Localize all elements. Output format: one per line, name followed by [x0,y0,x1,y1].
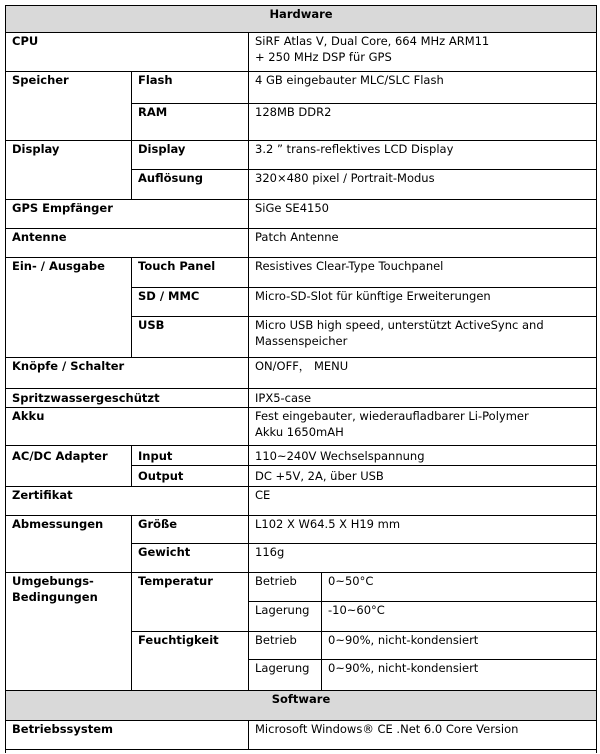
groesse-label: Größe [132,516,249,544]
temperatur-betrieb-value: 0~50°C [322,573,597,602]
touch-label: Touch Panel [132,258,249,288]
input-value: 110~240V Wechselspannung [249,446,597,466]
spec-sheet [5,5,598,753]
akku-value-line2: Akku 1650mAH [255,425,344,439]
temperatur-betrieb-label: Betrieb [249,573,322,602]
temperatur-lagerung-value: -10~60°C [322,602,597,632]
akku-value-line1: Fest eingebauter, wiederaufladbarer Li-Polymer [255,409,529,423]
temperatur-label: Temperatur [132,573,249,632]
akku-value [249,408,597,446]
speicher-label: Speicher [6,72,132,141]
groesse-value: L102 X W64.5 X H19 mm [249,516,597,544]
umgebung-label [6,573,132,691]
output-value: DC +5V, 2A, über USB [249,466,597,487]
table-row [6,141,597,170]
table-row [6,72,597,104]
hardware-header: Hardware [6,6,597,33]
spritz-value: IPX5-case [249,389,597,408]
zertifikat-label: Zertifikat [6,487,249,516]
cpu-label: CPU [6,33,249,72]
gewicht-value: 116g [249,544,597,573]
io-label: Ein- / Ausgabe [6,258,132,358]
input-label: Input [132,446,249,466]
table-row [6,446,597,466]
adapter-label: AC/DC Adapter [6,446,132,487]
akku-label: Akku [6,408,249,446]
flash-value: 4 GB eingebauter MLC/SLC Flash [249,72,597,104]
spritz-label: Spritzwassergeschützt [6,389,249,408]
abmessungen-label: Abmessungen [6,516,132,573]
sd-label: SD / MMC [132,288,249,317]
aufloesung-value: 320×480 pixel / Portrait-Modus [249,170,597,200]
feuchtigkeit-lagerung-value: 0~90%, nicht-kondensiert [322,660,597,691]
feuchtigkeit-label: Feuchtigkeit [132,632,249,691]
ram-value: 128MB DDR2 [249,104,597,141]
table-row [6,573,597,602]
usb-value [249,317,597,358]
output-label: Output [132,466,249,487]
gps-value: SiGe SE4150 [249,200,597,229]
table-row [6,200,597,229]
umgebung-label-line1: Umgebungs- [12,574,94,588]
ram-label: RAM [132,104,249,141]
table-row [6,487,597,516]
table-row [6,229,597,258]
display-sub-label: Display [132,141,249,170]
betriebssystem-value: Microsoft Windows® CE .Net 6.0 Core Version [249,721,597,750]
table-row [6,516,597,544]
betriebssystem-label: Betriebssystem [6,721,249,750]
zertifikat-value: CE [249,487,597,516]
gps-label: GPS Empfänger [6,200,249,229]
aufloesung-label: Auflösung [132,170,249,200]
gewicht-label: Gewicht [132,544,249,573]
hardware-header-row [6,6,597,33]
cpu-value-line1: SiRF Atlas V, Dual Core, 664 MHz ARM11 [255,34,490,48]
table-row [6,750,597,754]
touch-value: Resistives Clear-Type Touchpanel [249,258,597,288]
table-row [6,33,597,72]
flash-label: Flash [132,72,249,104]
spec-table [5,5,597,753]
table-row [6,258,597,288]
table-row [6,358,597,389]
umgebung-label-line2: Bedingungen [12,590,98,604]
usb-value-line2: Massenspeicher [255,334,348,348]
table-row [6,721,597,750]
usb-label: USB [132,317,249,358]
software-header-row [6,691,597,721]
display-value: 3.2 ” trans-reflektives LCD Display [249,141,597,170]
table-row [6,389,597,408]
antenne-value: Patch Antenne [249,229,597,258]
temperatur-lagerung-label: Lagerung [249,602,322,632]
software-header: Software [6,691,597,721]
feuchtigkeit-lagerung-label: Lagerung [249,660,322,691]
sd-value: Micro-SD-Slot für künftige Erweiterungen [249,288,597,317]
display-label: Display [6,141,132,200]
usb-value-line1: Micro USB high speed, unterstützt ActiveSync and [255,318,544,332]
cpu-value-line2: + 250 MHz DSP für GPS [255,50,392,64]
antenne-label: Antenne [6,229,249,258]
knoepfe-value: ON/OFF， MENU [249,358,597,389]
knoepfe-label: Knöpfe / Schalter [6,358,249,389]
trailing-cell [6,750,597,754]
feuchtigkeit-betrieb-label: Betrieb [249,632,322,660]
feuchtigkeit-betrieb-value: 0~90%, nicht-kondensiert [322,632,597,660]
cpu-value [249,33,597,72]
table-row [6,408,597,446]
